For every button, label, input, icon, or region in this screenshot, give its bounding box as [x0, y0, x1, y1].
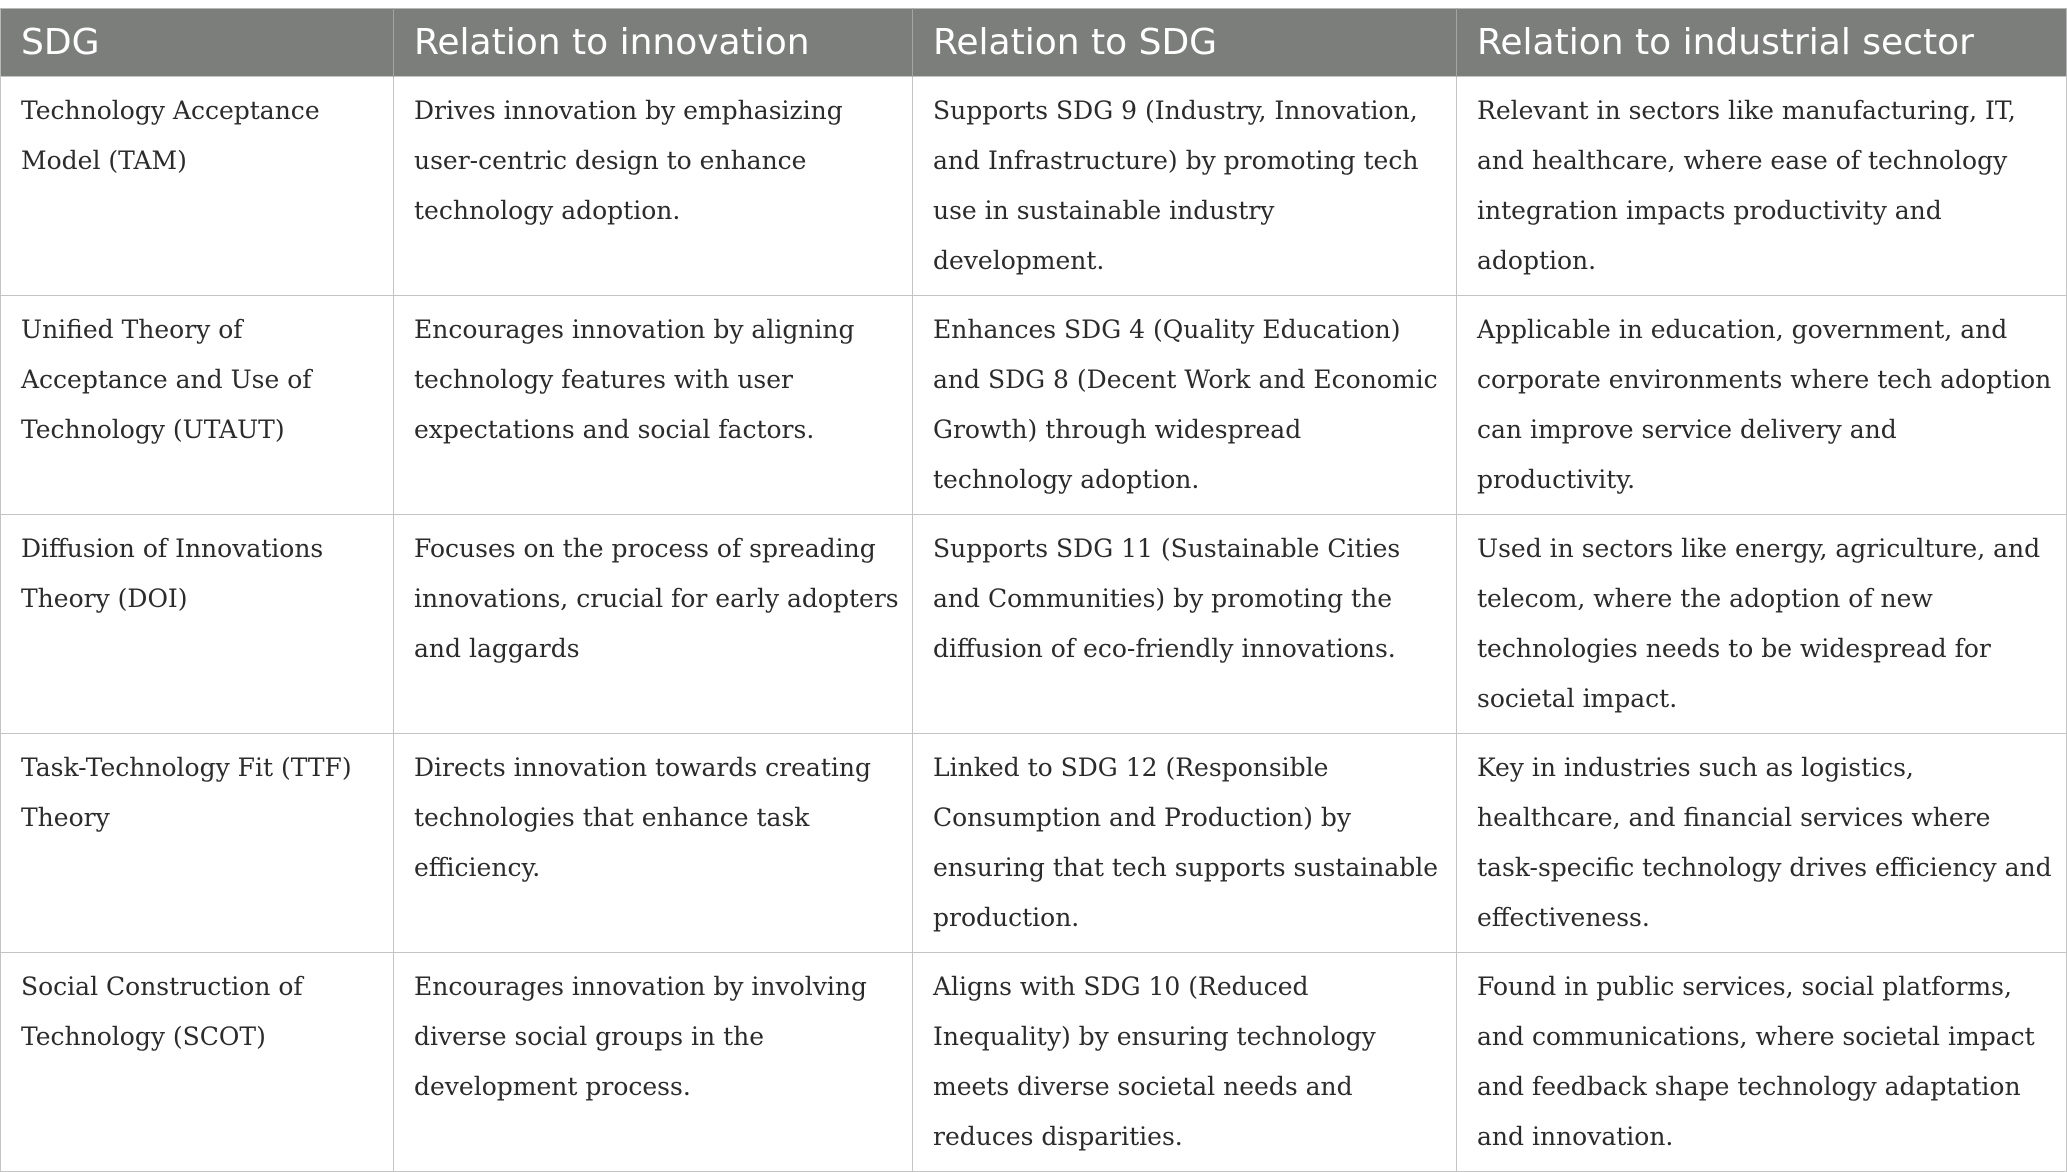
- cell-sdg: Supports SDG 9 (Industry, Innovation, and Infrastructure) by promoting tech use in sustainable industry development.: [913, 77, 1457, 296]
- cell-industrial-sector: Relevant in sectors like manufacturing, IT, and healthcare, where ease of technology integration impacts productivity and adoption.: [1457, 77, 2067, 296]
- cell-sdg: Supports SDG 11 (Sustainable Cities and Communities) by promoting the diffusion of eco-friendly innovations.: [913, 515, 1457, 734]
- table-row: [1, 296, 2067, 515]
- cell-innovation: Focuses on the process of spreading innovations, crucial for early adopters and laggards: [394, 515, 913, 734]
- header-relation-to-innovation: Relation to innovation: [394, 9, 913, 77]
- table-row: [1, 734, 2067, 953]
- cell-theory: Social Construction of Technology (SCOT): [1, 953, 394, 1172]
- cell-theory: Technology Acceptance Model (TAM): [1, 77, 394, 296]
- cell-innovation: Drives innovation by emphasizing user-centric design to enhance technology adoption.: [394, 77, 913, 296]
- cell-sdg: Linked to SDG 12 (Responsible Consumption and Production) by ensuring that tech supports sustainable production.: [913, 734, 1457, 953]
- table-row: [1, 77, 2067, 296]
- table-row: [1, 515, 2067, 734]
- table-body: [1, 77, 2067, 1172]
- cell-industrial-sector: Key in industries such as logistics, healthcare, and financial services where task-specific technology drives efficiency and effectiveness.: [1457, 734, 2067, 953]
- cell-industrial-sector: Applicable in education, government, and corporate environments where tech adoption can improve service delivery and productivity.: [1457, 296, 2067, 515]
- cell-theory: Task-Technology Fit (TTF) Theory: [1, 734, 394, 953]
- cell-innovation: Encourages innovation by involving diverse social groups in the development process.: [394, 953, 913, 1172]
- table-header: [1, 9, 2067, 77]
- cell-sdg: Aligns with SDG 10 (Reduced Inequality) by ensuring technology meets diverse societal needs and reduces disparities.: [913, 953, 1457, 1172]
- header-row: [1, 9, 2067, 77]
- cell-theory: Unified Theory of Acceptance and Use of Technology (UTAUT): [1, 296, 394, 515]
- cell-innovation: Encourages innovation by aligning technology features with user expectations and social factors.: [394, 296, 913, 515]
- cell-theory: Diffusion of Innovations Theory (DOI): [1, 515, 394, 734]
- cell-industrial-sector: Found in public services, social platforms, and communications, where societal impact and feedback shape technology adaptation and innovation.: [1457, 953, 2067, 1172]
- cell-innovation: Directs innovation towards creating technologies that enhance task efficiency.: [394, 734, 913, 953]
- header-sdg: SDG: [1, 9, 394, 77]
- table-row: [1, 953, 2067, 1172]
- cell-sdg: Enhances SDG 4 (Quality Education) and SDG 8 (Decent Work and Economic Growth) through widespread technology adoption.: [913, 296, 1457, 515]
- header-relation-to-sdg: Relation to SDG: [913, 9, 1457, 77]
- sdg-theory-table: [0, 8, 2067, 1172]
- cell-industrial-sector: Used in sectors like energy, agriculture, and telecom, where the adoption of new technologies needs to be widespread for societal impact.: [1457, 515, 2067, 734]
- header-relation-to-industrial-sector: Relation to industrial sector: [1457, 9, 2067, 77]
